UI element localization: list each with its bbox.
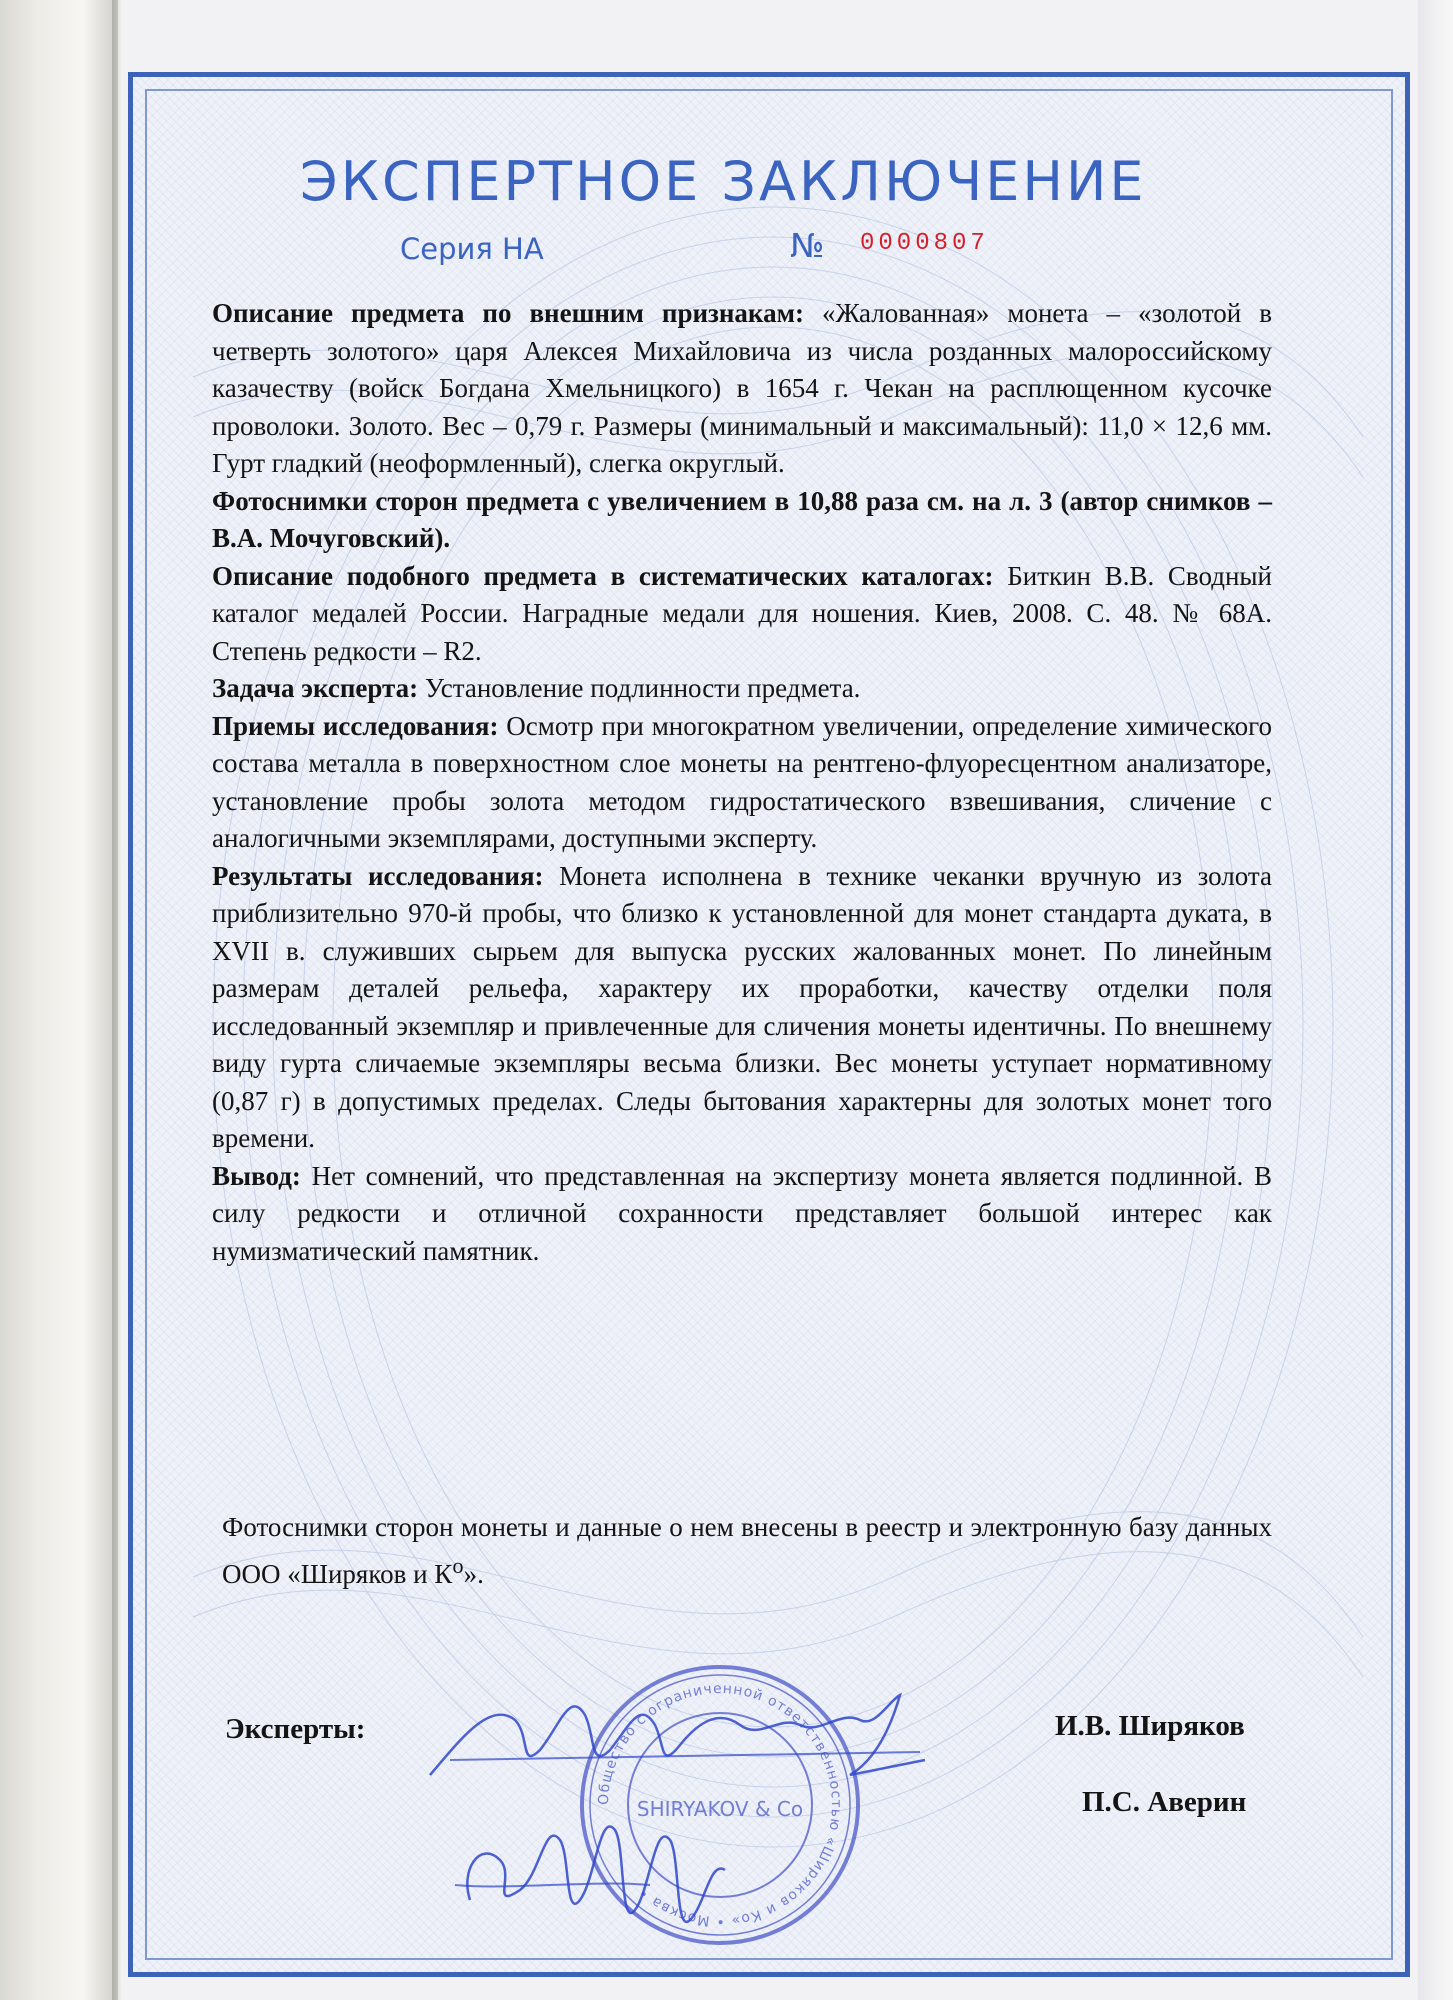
certificate-number: 0000807 xyxy=(860,230,989,257)
section-label: Приемы исследования: xyxy=(212,710,499,741)
section-conclusion xyxy=(212,1158,1272,1271)
section-text: Установление подлинности предмета. xyxy=(418,673,861,703)
stamp-center-text: SHIRYAKOV & Co xyxy=(636,1797,804,1821)
certificate-body xyxy=(212,295,1272,1270)
section-label: Описание предмета по внешним признакам: xyxy=(212,298,804,328)
section-label: Задача эксперта: xyxy=(212,673,419,703)
section-label: Вывод: xyxy=(212,1160,301,1191)
section-text: Монета исполнена в технике чеканки вручную из золота приблизительно 970-й пробы, что близко к установленной для монет стандарта дуката, в XVII в. служивших сырьем для выпуска русских жалованных монет. По линейным размерам деталей рельефа, характеру их проработки, качеству отделки поля исследованный экземпляр и привлеченные для сличения монеты идентичны. По внешнему виду гурта сличаемые экземпляры весьма близки. Вес монеты уступает нормативному (0,87 г) в допустимых пределах. Следы бытования характерны для золотых монет того времени. xyxy=(212,860,1272,1153)
section-label: Фотоснимки сторон предмета с увеличением в 10,88 раза см. на л. 3 (автор снимков – В.А. Мочуговский). xyxy=(212,485,1272,553)
stamp-ring-text: Общество с ограниченной ответственностью «Ширяков и Ко» • Москва • xyxy=(595,1680,845,1930)
registry-end: ». xyxy=(463,1558,484,1589)
page-edge xyxy=(1418,0,1453,2000)
section-methods xyxy=(212,708,1272,858)
section-task xyxy=(212,670,1272,708)
section-label: Описание подобного предмета в систематических каталогах: xyxy=(212,560,994,591)
registry-note xyxy=(222,1509,1272,1593)
company-stamp xyxy=(575,1660,865,1950)
section-catalogs xyxy=(212,558,1272,671)
experts-label: Эксперты: xyxy=(225,1713,366,1745)
section-text: «Жалованная» монета – «золотой в четверть золотого» царя Алексея Михайловича из числа розданных малороссийскому казачеству (войск Богдана Хмельницкого) в 1654 г. Чекан на расплющенном кусочке проволоки. Золото. Вес – 0,79 г. Размеры (минимальный и максимальный): 11,0 × 12,6 мм. Гурт гладкий (неоформленный), слегка округлый. xyxy=(212,298,1272,478)
section-text: Нет сомнений, что представленная на экспертизу монета является подлинной. В силу редкости и отличной сохранности представляет большой интерес как нумизматический памятник. xyxy=(212,1160,1272,1266)
registry-superscript: о xyxy=(452,1552,464,1578)
section-description xyxy=(212,295,1272,483)
expert-name-1: И.В. Ширяков xyxy=(1055,1710,1245,1742)
number-sign: № xyxy=(790,226,825,265)
section-photos xyxy=(212,483,1272,558)
registry-text: Фотоснимки сторон монеты и данные о нем внесены в реестр и электронную базу данных ООО «Ширяков и К xyxy=(222,1512,1272,1589)
series-label: Серия НА xyxy=(400,232,544,266)
document-title: ЭКСПЕРТНОЕ ЗАКЛЮЧЕНИЕ xyxy=(300,150,1147,213)
section-text: Осмотр при многократном увеличении, определение химического состава металла в поверхностном слое монеты на рентгено-флуоресцентном анализаторе, установление пробы золота методом гидростатического взвешивания, сличение с аналогичными экземплярами, доступными эксперту. xyxy=(212,710,1272,853)
section-results xyxy=(212,858,1272,1158)
section-text: Биткин В.В. Сводный каталог медалей России. Наградные медали для ношения. Киев, 2008. С. 48. № 68А. Степень редкости – R2. xyxy=(212,560,1272,666)
spine-shadow xyxy=(112,0,122,2000)
section-label: Результаты исследования: xyxy=(212,860,544,891)
expert-name-2: П.С. Аверин xyxy=(1082,1786,1247,1818)
book-spine xyxy=(0,0,118,2000)
